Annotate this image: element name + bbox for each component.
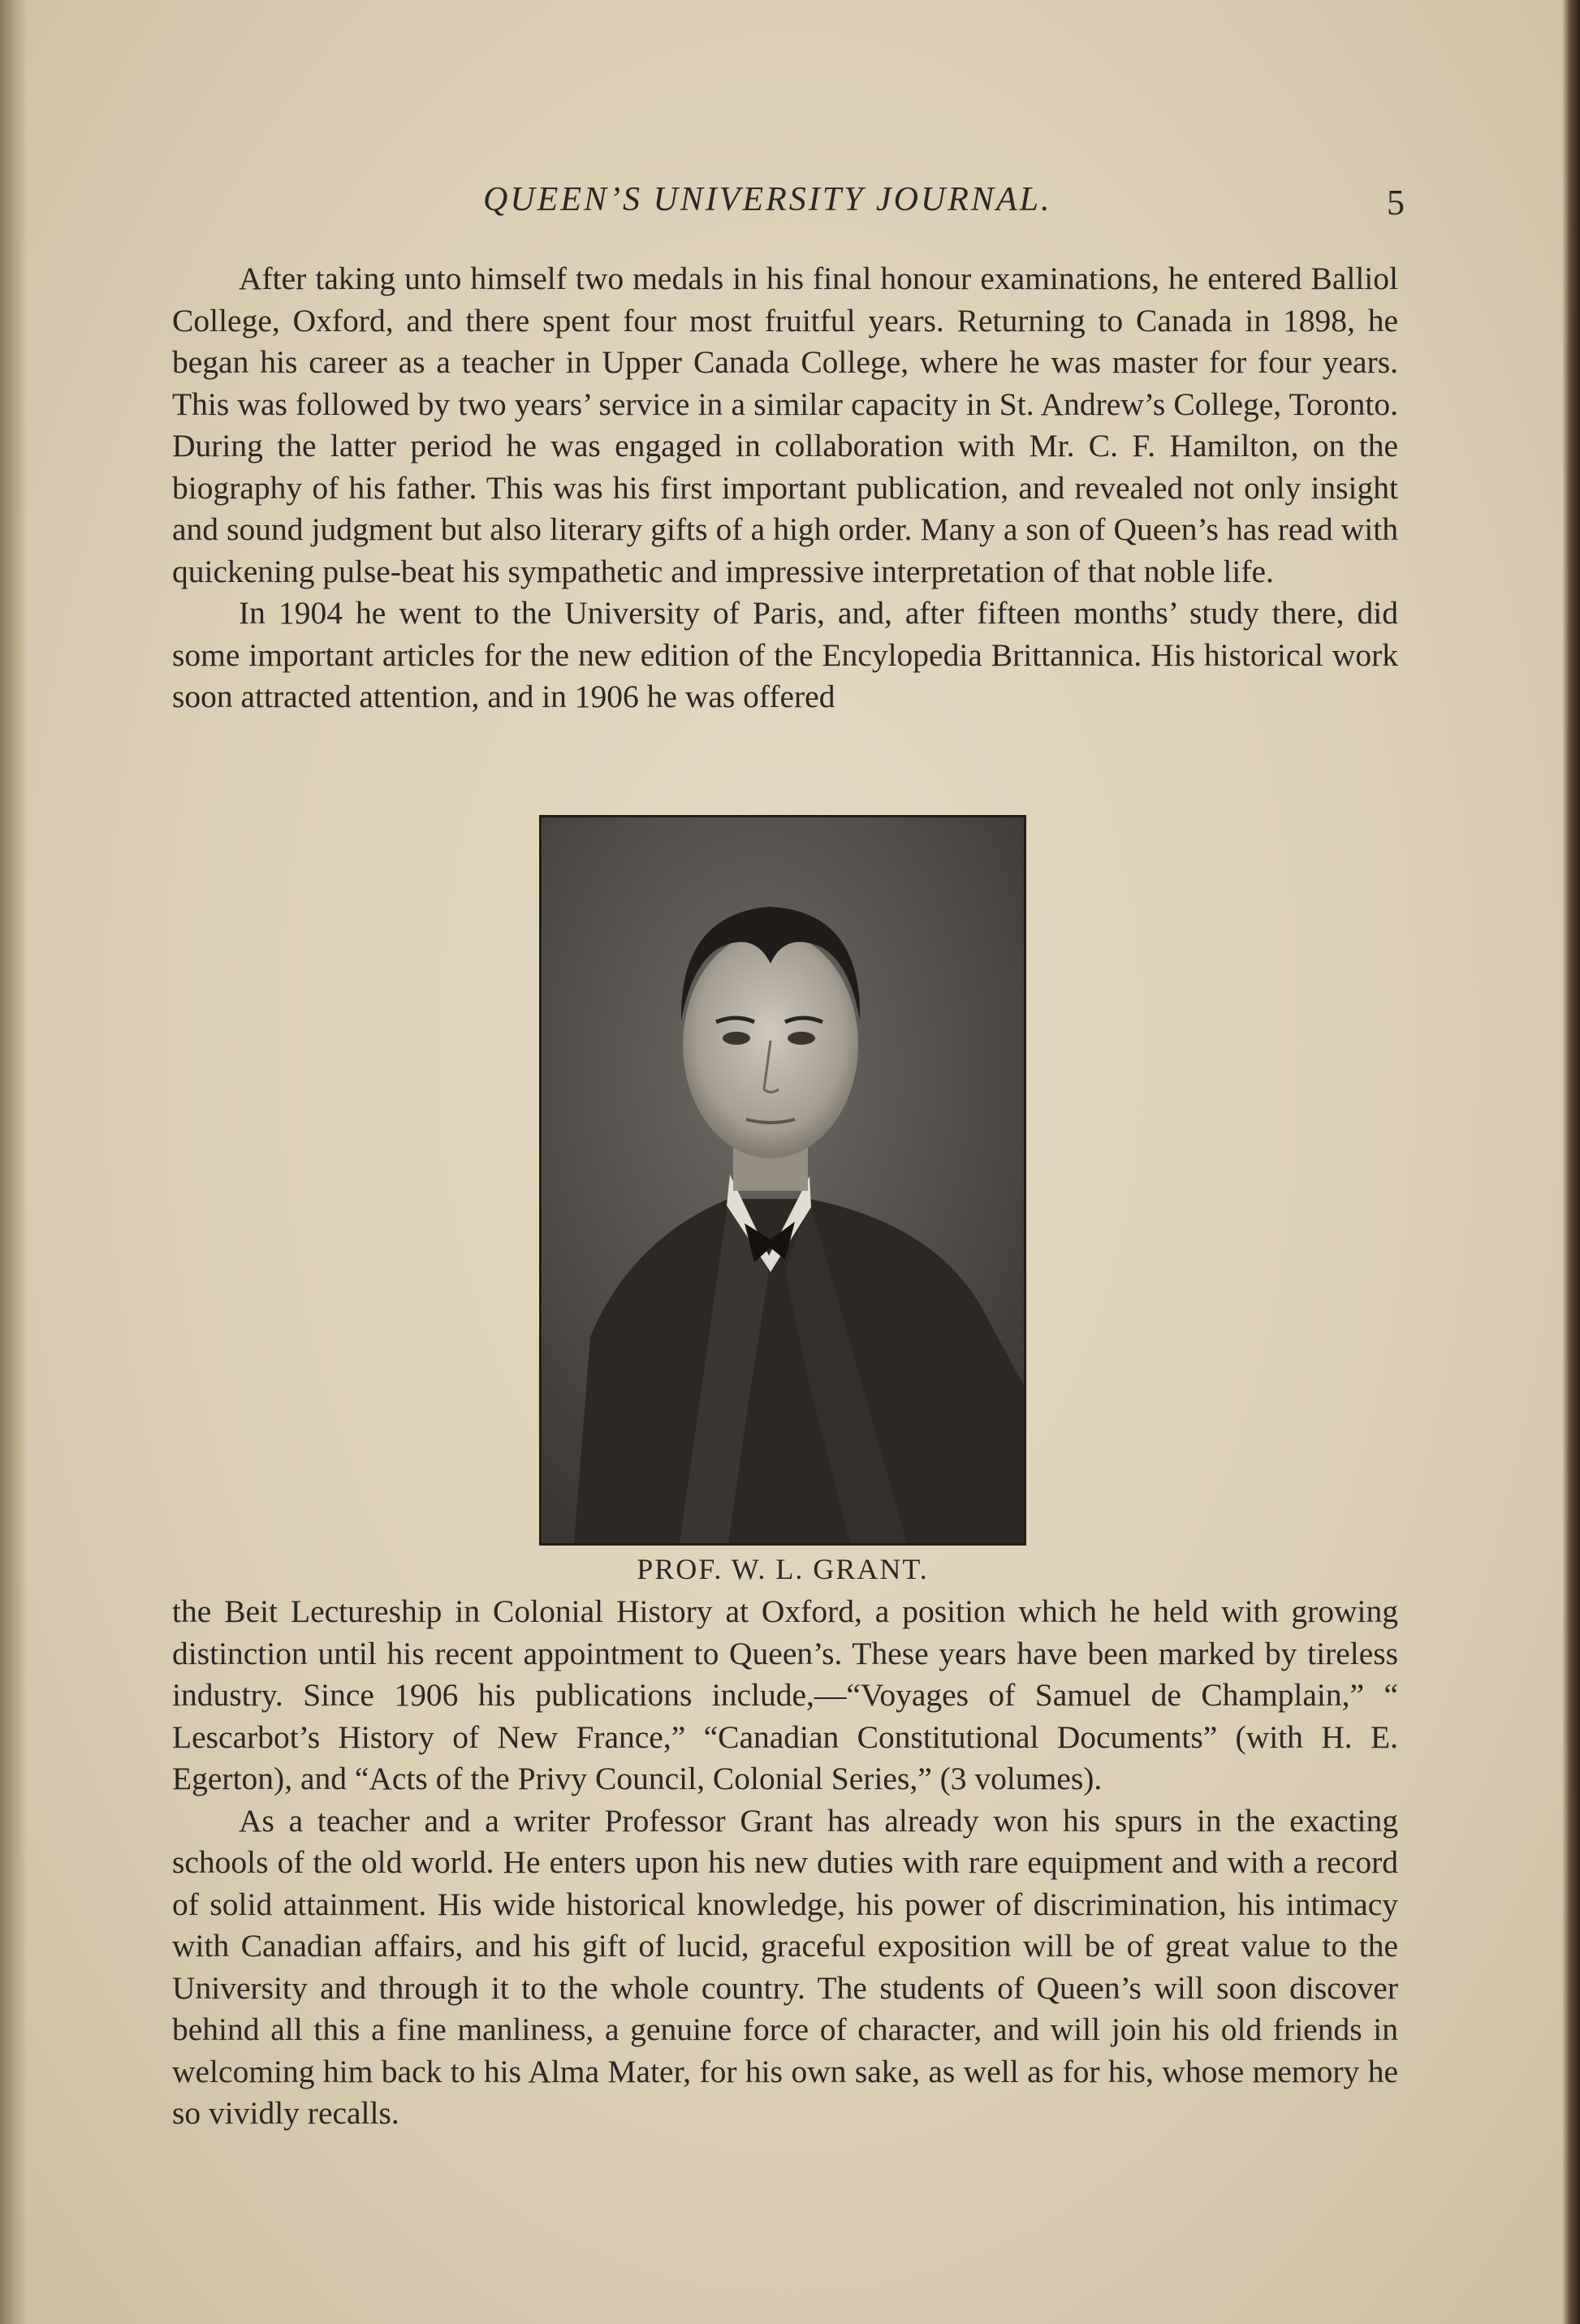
paragraph-3: the Beit Lectureship in Colonial History at Oxford, a position which he held with growing distinction until his recent appointment to Queen’s. These years have been marked by tireless industry. Since 1906 his publications include,—“Voyages of Samuel de Champlain,” “ Lescarbot’s History of New France,” “Canadian Constitutional Documents” (with H. E. Egerton), and “Acts of the Privy Council, Colonial Series,” (3 volumes).: [172, 1593, 1398, 1796]
journal-title: QUEEN’S UNIVERSITY JOURNAL.: [483, 181, 1052, 218]
paragraph-1: After taking unto himself two medals in his final honour examinations, he entered Balliol College, Oxford, and there spent four most fruitful years. Returning to Canada in 1898, he began his career as a teacher in Upper Canada College, where he was master for four years. This was followed by two years’ service in a similar capacity in St. Andrew’s College, Toronto. During the latter period he was engaged in collaboration with Mr. C. F. Hamilton, on the biography of his father. This was his first important publication, and revealed not only insight and sound judgment but also literary gifts of a high order. Many a son of Queen’s has read with quickening pulse-beat his sympathetic and impressive interpretation of that noble life.: [172, 261, 1398, 589]
running-head: [162, 180, 1405, 229]
page-number: 5: [1387, 183, 1405, 222]
portrait-caption: PROF. W. L. GRANT.: [637, 1553, 929, 1585]
paragraph-4: As a teacher and a writer Professor Grant has already won his spurs in the exacting schools of the old world. He enters upon his new duties with rare equipment and with a record of solid attainment. His wide historical knowledge, his power of discrimination, his intimacy with Canadian affairs, and his gift of lucid, graceful exposition will be of great value to the University and through it to the whole country. The students of Queen’s will soon discover behind all this a fine manliness, a genuine force of character, and will join his old friends in welcoming him back to his Alma Mater, for his own sake, as well as for his, whose memory he so vividly recalls.: [172, 1802, 1398, 2131]
text-before-portrait: [172, 258, 1398, 718]
text-after-portrait: [172, 1591, 1398, 2135]
portrait-illustration: [542, 817, 1024, 1543]
portrait-photo: [539, 815, 1026, 1546]
paragraph-2: In 1904 he went to the University of Paris, and, after fifteen months’ study there, did some important articles for the new edition of the Encylopedia Brittannica. His historical work soon attracted attention, and in 1906 he was offered: [172, 595, 1398, 714]
left-page-edge: [0, 0, 28, 2324]
book-spine-shadow: [1562, 0, 1580, 2324]
